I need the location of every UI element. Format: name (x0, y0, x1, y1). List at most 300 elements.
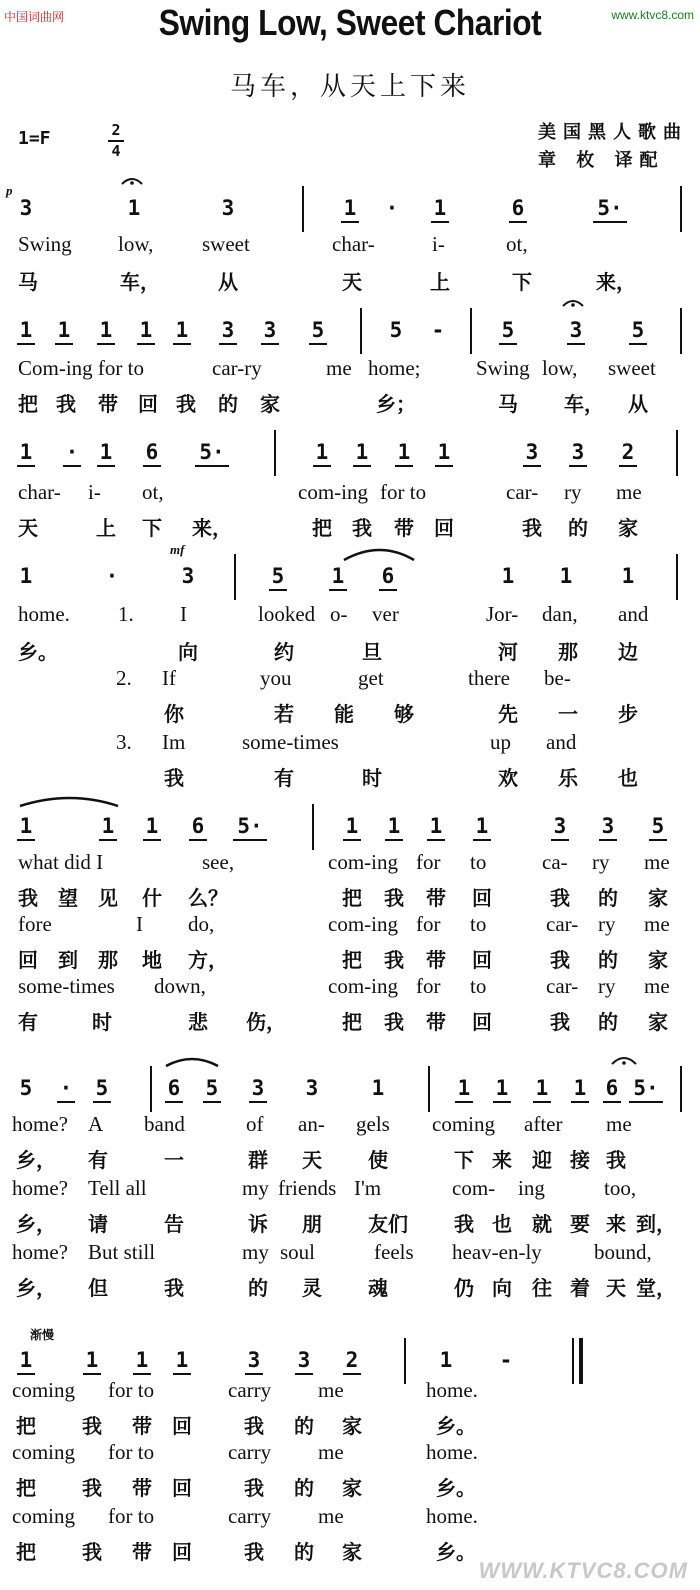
lyric-syllable: 家 (648, 948, 668, 972)
site-watermark-bottom: WWW.KTVC8.COM (478, 1558, 688, 1583)
lyric-syllable: 带 (98, 392, 118, 416)
bar-line (274, 430, 276, 476)
lyric-syllable: 回 (172, 1540, 192, 1564)
lyric-syllable: car- (506, 480, 539, 504)
lyric-syllable: get (358, 666, 384, 690)
note: 1 (16, 1348, 36, 1372)
lyric-syllable: 乡， (16, 1212, 56, 1236)
lyric-syllable: gels (356, 1112, 390, 1136)
lyric-syllable: me (616, 480, 642, 504)
note: 1 (142, 814, 162, 838)
lyric-syllable: my (242, 1176, 269, 1200)
lyric-syllable: 到， (636, 1212, 676, 1236)
lyric-syllable: low, (118, 232, 154, 256)
lyric-syllable: ot, (142, 480, 164, 504)
fermata-arc (563, 301, 583, 306)
lyric-syllable: A (88, 1112, 104, 1136)
note: 1 (19, 564, 33, 588)
lyric-syllable: ing (518, 1176, 545, 1200)
note: 1 (312, 440, 332, 464)
note: 1 (454, 1076, 474, 1100)
lyric-syllable: ca- (542, 850, 568, 874)
lyric-syllable: 我 (56, 392, 76, 416)
lyric-syllable: 什 (142, 886, 162, 910)
note: 5 (628, 318, 648, 342)
note: 6 (508, 196, 528, 220)
song-title-chinese: 马车，从天上下来 (229, 72, 470, 102)
lyric-syllable: 时 (362, 766, 382, 790)
lyric-syllable: 时 (92, 1010, 112, 1034)
lyric-syllable: 旦 (362, 640, 382, 664)
lyric-syllable: I'm (354, 1176, 382, 1200)
note: 1 (340, 196, 360, 220)
note: 5 (389, 318, 403, 342)
note: 1 (394, 440, 414, 464)
note: 3 (260, 318, 280, 342)
lyric-syllable: 一 (558, 702, 578, 726)
lyric-syllable: sweet (608, 356, 656, 380)
lyric-syllable: band (144, 1112, 185, 1136)
slur (20, 798, 118, 806)
lyric-syllable: me (326, 356, 352, 380)
lyric-syllable: 向 (178, 640, 198, 664)
note: 1 (371, 1076, 385, 1100)
lyric-syllable: 车， (120, 270, 160, 294)
lyric-syllable: 么？ (188, 886, 228, 910)
lyric-syllable: ry (564, 480, 582, 504)
lyric-syllable: 来 (492, 1148, 512, 1172)
lyric-syllable: for (416, 974, 441, 998)
note: 6 (164, 1076, 184, 1100)
note: 6 (602, 1076, 622, 1100)
lyric-syllable: 堂， (636, 1276, 676, 1300)
lyric-syllable: home. (18, 602, 70, 626)
bar-line (404, 1338, 406, 1384)
lyric-syllable: coming (432, 1112, 495, 1136)
lyric-syllable: 着 (570, 1276, 590, 1300)
key-signature: 1=F (18, 128, 51, 149)
lyric-syllable: 乡， (16, 1276, 56, 1300)
note: 5· (194, 440, 230, 464)
lyric-syllable: 带 (132, 1414, 152, 1438)
lyric-syllable: 我 (384, 886, 404, 910)
lyric-syllable: 来， (596, 270, 636, 294)
lyric-syllable: Jor- (486, 602, 519, 626)
note: 2 (342, 1348, 362, 1372)
lyric-syllable: down, (154, 974, 206, 998)
meter-top: 2 (111, 121, 121, 139)
lyric-syllable: 我 (176, 392, 196, 416)
note: 1 (621, 564, 635, 588)
lyric-syllable: 的 (294, 1540, 314, 1564)
lyric-syllable: me (606, 1112, 632, 1136)
lyric-syllable: 一 (164, 1148, 184, 1172)
bar-line (360, 308, 362, 354)
lyric-syllable: com- (452, 1176, 496, 1200)
fermata-arc (612, 1058, 636, 1064)
note: 1 (532, 1076, 552, 1100)
note: 1 (426, 814, 446, 838)
lyric-syllable: 回 (18, 948, 38, 972)
lyric-syllable: char- (18, 480, 61, 504)
lyric-syllable: 带 (132, 1476, 152, 1500)
lyric-syllable: for (416, 850, 441, 874)
note: 1 (492, 1076, 512, 1100)
bar-line (676, 554, 678, 600)
meter-bottom: 4 (111, 142, 121, 160)
lyric-syllable: 我 (384, 1010, 404, 1034)
note: 5 (498, 318, 518, 342)
lyric-syllable: 我 (244, 1476, 264, 1500)
lyric-syllable: 仍 (454, 1276, 474, 1300)
lyric-syllable: do, (188, 912, 215, 936)
lyric-syllable: 到 (58, 948, 78, 972)
note: 1 (54, 318, 74, 342)
lyric-syllable: 要 (570, 1212, 590, 1236)
site-watermark-left: 中国词曲网 (4, 10, 65, 24)
note: 3 (181, 564, 195, 588)
lyric-syllable: 从 (628, 392, 648, 416)
lyric-syllable: 群 (248, 1148, 268, 1172)
lyric-syllable: 下 (142, 516, 162, 540)
bar-line (150, 1066, 152, 1112)
lyric-syllable: of (246, 1112, 264, 1136)
lyric-syllable: 天 (342, 270, 362, 294)
lyric-syllable: 乐 (558, 766, 578, 790)
note: 1 (559, 564, 573, 588)
fermata-arc (122, 179, 142, 184)
lyric-syllable: 步 (618, 702, 638, 726)
note: 1 (328, 564, 348, 588)
lyric-syllable: coming (12, 1504, 75, 1528)
lyric-syllable: 下 (512, 270, 532, 294)
note: 1 (96, 318, 116, 342)
lyric-syllable: com-ing (328, 912, 398, 936)
note: 3 (221, 196, 235, 220)
lyric-syllable: 家 (260, 392, 280, 416)
lyric-syllable: 诉 (248, 1212, 268, 1236)
lyric-syllable: char- (332, 232, 375, 256)
lyric-syllable: for (416, 912, 441, 936)
note: 5· (232, 814, 268, 838)
lyric-syllable: 我 (606, 1148, 626, 1172)
dot: · (385, 196, 399, 220)
lyric-syllable: o- (330, 602, 348, 626)
note: 1 (352, 440, 372, 464)
lyric-syllable: an- (298, 1112, 325, 1136)
score-line-6 (12, 1068, 692, 1112)
note: 1 (430, 196, 450, 220)
lyric-syllable: com-ing (298, 480, 368, 504)
lyric-syllable: 我 (550, 948, 570, 972)
lyric-syllable: 把 (18, 392, 38, 416)
lyric-syllable: 你 (164, 702, 184, 726)
lyric-syllable: 望 (58, 886, 78, 910)
bar-line (680, 186, 682, 232)
note: 1 (472, 814, 492, 838)
lyric-syllable: 2. (116, 666, 132, 690)
note: 3 (294, 1348, 314, 1372)
note: 1 (136, 318, 156, 342)
lyric-syllable: me (644, 850, 670, 874)
lyric-syllable: me (318, 1378, 344, 1402)
lyric-syllable: bound, (594, 1240, 652, 1264)
score-line-1 (12, 188, 692, 232)
note: 6 (142, 440, 162, 464)
lyric-syllable: I (180, 602, 187, 626)
lyric-syllable: 家 (648, 1010, 668, 1034)
lyric-syllable: 有 (274, 766, 294, 790)
lyric-syllable: 但 (88, 1276, 108, 1300)
lyric-syllable: 河 (498, 640, 518, 664)
lyric-syllable: me (318, 1440, 344, 1464)
lyric-syllable: com-ing (328, 974, 398, 998)
lyric-syllable: 地 (142, 948, 162, 972)
lyric-syllable: me (644, 974, 670, 998)
lyric-syllable: i- (88, 480, 101, 504)
fermata-dot (571, 303, 575, 307)
lyric-syllable: me (644, 912, 670, 936)
fermata-dot (130, 181, 134, 185)
lyric-syllable: 乡。 (18, 640, 58, 664)
lyric-syllable: 回 (434, 516, 454, 540)
lyric-syllable: you (260, 666, 292, 690)
lyric-syllable: 带 (426, 886, 446, 910)
lyric-syllable: 乡。 (436, 1414, 476, 1438)
lyric-syllable: car- (546, 974, 579, 998)
note: 3 (218, 318, 238, 342)
note: 6 (378, 564, 398, 588)
lyric-syllable: 带 (132, 1540, 152, 1564)
score-line-5 (12, 806, 692, 850)
dash: - (499, 1348, 513, 1372)
lyric-syllable: 1. (118, 602, 134, 626)
lyric-syllable: 上 (96, 516, 116, 540)
note: 3 (305, 1076, 319, 1100)
lyric-syllable: 车， (564, 392, 604, 416)
lyric-syllable: Swing (18, 232, 72, 256)
score-line-2 (12, 310, 692, 354)
note: 5 (92, 1076, 112, 1100)
lyric-syllable: 往 (532, 1276, 552, 1300)
lyric-syllable: 我 (164, 1276, 184, 1300)
song-title-english: Swing Low, Sweet Chariot (158, 2, 542, 43)
lyric-syllable: 使 (368, 1148, 388, 1172)
lyric-syllable: low, (542, 356, 578, 380)
lyric-syllable: ry (598, 974, 616, 998)
lyric-syllable: 把 (16, 1476, 36, 1500)
lyric-syllable: 家 (648, 886, 668, 910)
lyric-syllable: 灵 (302, 1276, 322, 1300)
lyric-syllable: heav-en-ly (452, 1240, 542, 1264)
lyric-syllable: there (468, 666, 510, 690)
lyric-syllable: 我 (164, 766, 184, 790)
note: 3 (566, 318, 586, 342)
score-line-3 (12, 432, 692, 476)
lyric-syllable: ver (372, 602, 399, 626)
note: 1 (342, 814, 362, 838)
lyric-syllable: some-times (18, 974, 115, 998)
lyric-syllable: 有 (18, 1010, 38, 1034)
note: 1 (384, 814, 404, 838)
lyric-syllable: 请 (88, 1212, 108, 1236)
note: 1 (172, 318, 192, 342)
lyric-syllable: 朋 (302, 1212, 322, 1236)
lyric-syllable: 那 (558, 640, 578, 664)
lyric-syllable: 能 (334, 702, 354, 726)
lyric-syllable: 3. (116, 730, 132, 754)
lyric-syllable: 我 (550, 886, 570, 910)
lyric-syllable: home; (368, 356, 421, 380)
lyric-syllable: 魂 (368, 1276, 388, 1300)
lyric-syllable: 乡； (376, 392, 416, 416)
lyric-syllable: 的 (598, 948, 618, 972)
lyric-syllable: friends (278, 1176, 337, 1200)
note: 1 (127, 196, 141, 220)
lyric-syllable: 天 (606, 1276, 626, 1300)
lyric-syllable: 把 (312, 516, 332, 540)
bar-line (680, 1066, 682, 1112)
lyric-syllable: to (470, 850, 487, 874)
lyric-syllable: 来 (606, 1212, 626, 1236)
slur (166, 1059, 218, 1066)
lyric-syllable: 我 (244, 1540, 264, 1564)
note: 3 (550, 814, 570, 838)
lyric-syllable: Com-ing for to (18, 356, 144, 380)
lyric-syllable: 就 (532, 1212, 552, 1236)
lyric-syllable: 回 (472, 1010, 492, 1034)
fermata-dot (622, 1061, 626, 1065)
note: 6 (188, 814, 208, 838)
lyric-syllable: 我 (82, 1540, 102, 1564)
lyric-syllable: car- (546, 912, 579, 936)
lyric-syllable: 带 (394, 516, 414, 540)
lyric-syllable: dan, (542, 602, 578, 626)
lyric-syllable: Swing (476, 356, 530, 380)
lyric-syllable: 马 (498, 392, 518, 416)
note: 3 (244, 1348, 264, 1372)
lyric-syllable: 天 (18, 516, 38, 540)
lyric-syllable: home? (12, 1176, 68, 1200)
note: 3 (598, 814, 618, 838)
lyric-syllable: 回 (472, 948, 492, 972)
lyric-syllable: and (546, 730, 577, 754)
lyric-syllable: 的 (248, 1276, 268, 1300)
lyric-syllable: But still (88, 1240, 156, 1264)
lyric-syllable: home? (12, 1240, 68, 1264)
lyric-syllable: home? (12, 1112, 68, 1136)
lyric-syllable: 下 (454, 1148, 474, 1172)
lyric-syllable: com-ing (328, 850, 398, 874)
note: 5 (202, 1076, 222, 1100)
lyric-syllable: 若 (274, 702, 294, 726)
lyric-syllable: some-times (242, 730, 339, 754)
lyric-syllable: 的 (568, 516, 588, 540)
lyric-syllable: 我 (384, 948, 404, 972)
lyric-syllable: 有 (88, 1148, 108, 1172)
lyric-syllable: my (242, 1240, 269, 1264)
lyric-syllable: 家 (618, 516, 638, 540)
bar-line (428, 1066, 430, 1112)
lyric-syllable: be- (544, 666, 571, 690)
note: 1 (172, 1348, 192, 1372)
lyric-syllable: 上 (430, 270, 450, 294)
lyric-syllable: looked (258, 602, 316, 626)
note: 2 (618, 440, 638, 464)
lyric-syllable: 乡。 (436, 1476, 476, 1500)
lyric-syllable: for to (108, 1504, 155, 1528)
lyric-syllable: 回 (172, 1414, 192, 1438)
lyric-syllable: ry (592, 850, 610, 874)
lyric-syllable: 也 (492, 1212, 512, 1236)
note: 1 (439, 1348, 453, 1372)
bar-line (312, 804, 314, 850)
lyric-syllable: 我 (454, 1212, 474, 1236)
lyric-syllable: 先 (498, 702, 518, 726)
lyric-syllable: carry (228, 1378, 272, 1402)
note: 1 (96, 440, 116, 464)
note: 3 (568, 440, 588, 464)
note: 5 (648, 814, 668, 838)
note: 1 (434, 440, 454, 464)
lyric-syllable: 乡。 (436, 1540, 476, 1564)
credit-translator: 章 枚 译配 (538, 150, 665, 171)
lyric-syllable: 方， (188, 948, 228, 972)
dot: · (105, 564, 119, 588)
note: 5 (19, 1076, 33, 1100)
lyric-syllable: car-ry (212, 356, 262, 380)
lyric-syllable: 我 (522, 516, 542, 540)
note: 1 (16, 814, 36, 838)
lyric-syllable: home. (426, 1504, 478, 1528)
lyric-syllable: 我 (244, 1414, 264, 1438)
bar-line (680, 308, 682, 354)
bar-line (234, 554, 236, 600)
lyric-syllable: 带 (426, 1010, 446, 1034)
lyric-syllable: 边 (618, 640, 638, 664)
lyric-syllable: 把 (16, 1540, 36, 1564)
lyric-syllable: 我 (352, 516, 372, 540)
lyric-syllable: 我 (550, 1010, 570, 1034)
dynamic-p: p (6, 183, 13, 198)
site-watermark-right: www.ktvc8.com (611, 8, 694, 22)
dynamic-mf: mf (170, 542, 185, 557)
lyric-syllable: 见 (98, 886, 118, 910)
lyric-syllable: home. (426, 1378, 478, 1402)
lyric-syllable: for to (380, 480, 427, 504)
lyric-syllable: for to (108, 1440, 155, 1464)
note: 5· (592, 196, 628, 220)
note: 1 (16, 440, 36, 464)
lyric-syllable: 把 (342, 886, 362, 910)
lyric-syllable: carry (228, 1504, 272, 1528)
note: 3 (19, 196, 33, 220)
note: 1 (570, 1076, 590, 1100)
lyric-syllable: 把 (342, 948, 362, 972)
note: 1 (16, 318, 36, 342)
lyric-syllable: soul (280, 1240, 316, 1264)
lyric-syllable: 友们 (368, 1212, 408, 1236)
lyric-syllable: 悲 (188, 1010, 208, 1034)
lyric-syllable: Im (162, 730, 186, 754)
lyric-syllable: home. (426, 1440, 478, 1464)
lyric-syllable: 向 (492, 1276, 512, 1300)
note: 3 (248, 1076, 268, 1100)
note: 5 (308, 318, 328, 342)
dot: · (62, 440, 82, 464)
time-signature (108, 122, 124, 160)
lyric-syllable: what did I (18, 850, 104, 874)
